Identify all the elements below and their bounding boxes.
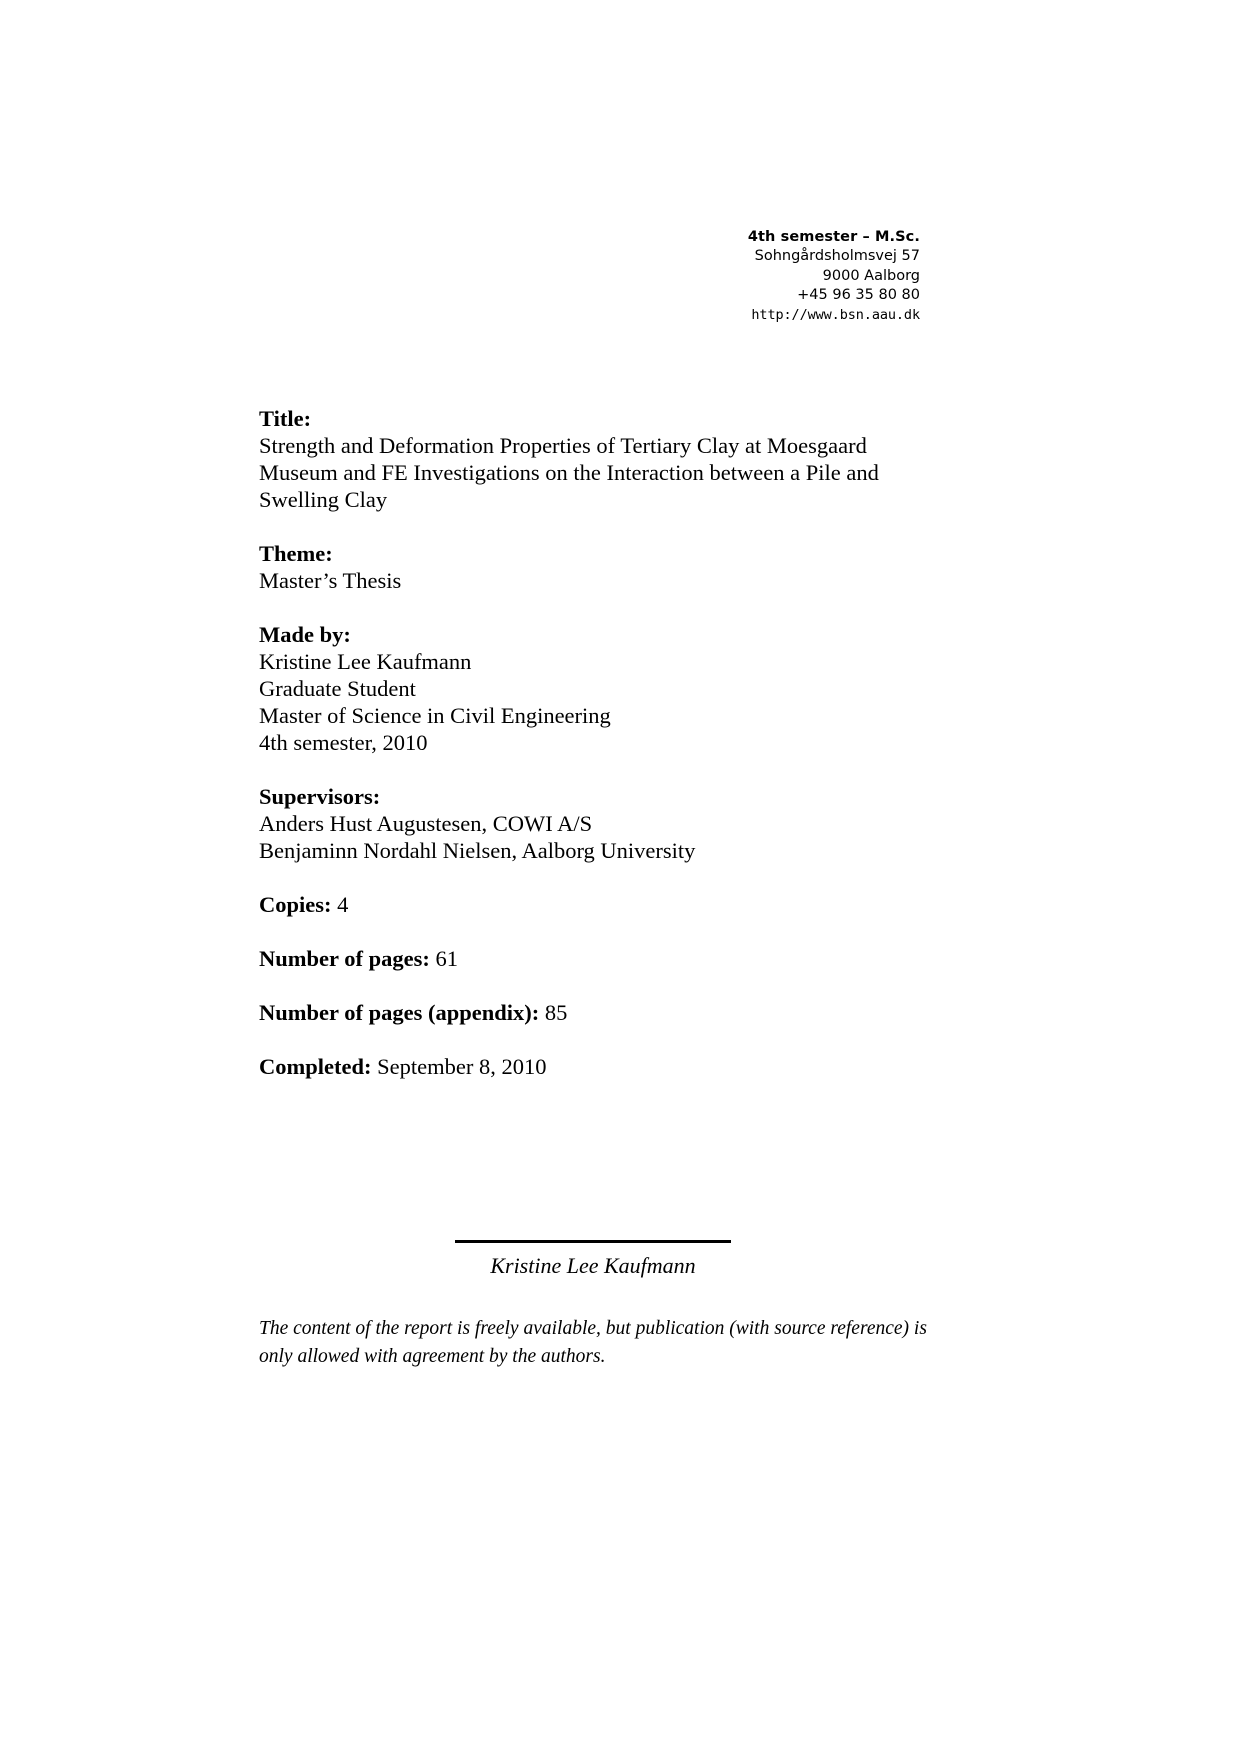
title-line-2: Museum and FE Investigations on the Interaction between a Pile and <box>259 460 879 485</box>
copies-value: 4 <box>337 892 349 917</box>
appendix-pages-value: 85 <box>544 1000 568 1025</box>
title-label: Title: <box>259 406 312 431</box>
theme-value: Master’s Thesis <box>259 568 402 593</box>
supervisor-2: Benjaminn Nordahl Nielsen, Aalborg University <box>259 838 696 863</box>
footer-note: The content of the report is freely available, but publication (with source reference) is only allowed with agreement by the authors. <box>259 1318 927 1367</box>
institution-header <box>600 228 920 325</box>
header-line-city: 9000 Aalborg <box>822 267 920 284</box>
copies-block <box>259 891 959 918</box>
pages-block <box>259 945 959 972</box>
completed-label: Completed: <box>259 1054 372 1079</box>
signature-rule <box>455 1240 731 1243</box>
title-line-1: Strength and Deformation Properties of Tertiary Clay at Moesgaard <box>259 433 867 458</box>
made-by-semester: 4th semester, 2010 <box>259 730 428 755</box>
made-by-label: Made by: <box>259 622 351 647</box>
signature-area <box>455 1240 731 1279</box>
appendix-pages-label: Number of pages (appendix): <box>259 1000 540 1025</box>
pages-value: 61 <box>435 946 458 971</box>
header-line-street: Sohngårdsholmsvej 57 <box>754 248 920 265</box>
supervisor-1: Anders Hust Augustesen, COWI A/S <box>259 811 593 836</box>
header-line-website[interactable]: http://www.bsn.aau.dk <box>751 306 920 323</box>
appendix-pages-block <box>259 999 959 1026</box>
pages-label: Number of pages: <box>259 946 430 971</box>
copies-label: Copies: <box>259 892 332 917</box>
signature-name: Kristine Lee Kaufmann <box>490 1253 696 1278</box>
made-by-author: Kristine Lee Kaufmann <box>259 649 472 674</box>
supervisors-label: Supervisors: <box>259 784 381 809</box>
header-line-semester: 4th semester – M.Sc. <box>747 229 920 245</box>
title-line-3: Swelling Clay <box>259 487 388 512</box>
made-by-role: Graduate Student <box>259 676 416 701</box>
colophon-body <box>259 405 959 1080</box>
made-by-programme: Master of Science in Civil Engineering <box>259 703 611 728</box>
theme-block <box>259 540 959 594</box>
theme-label: Theme: <box>259 541 333 566</box>
completed-value: September 8, 2010 <box>377 1054 547 1079</box>
header-line-phone: +45 96 35 80 80 <box>797 287 920 304</box>
supervisors-block <box>259 783 959 864</box>
made-by-block <box>259 621 959 756</box>
completed-block <box>259 1053 959 1080</box>
title-block <box>259 405 959 513</box>
